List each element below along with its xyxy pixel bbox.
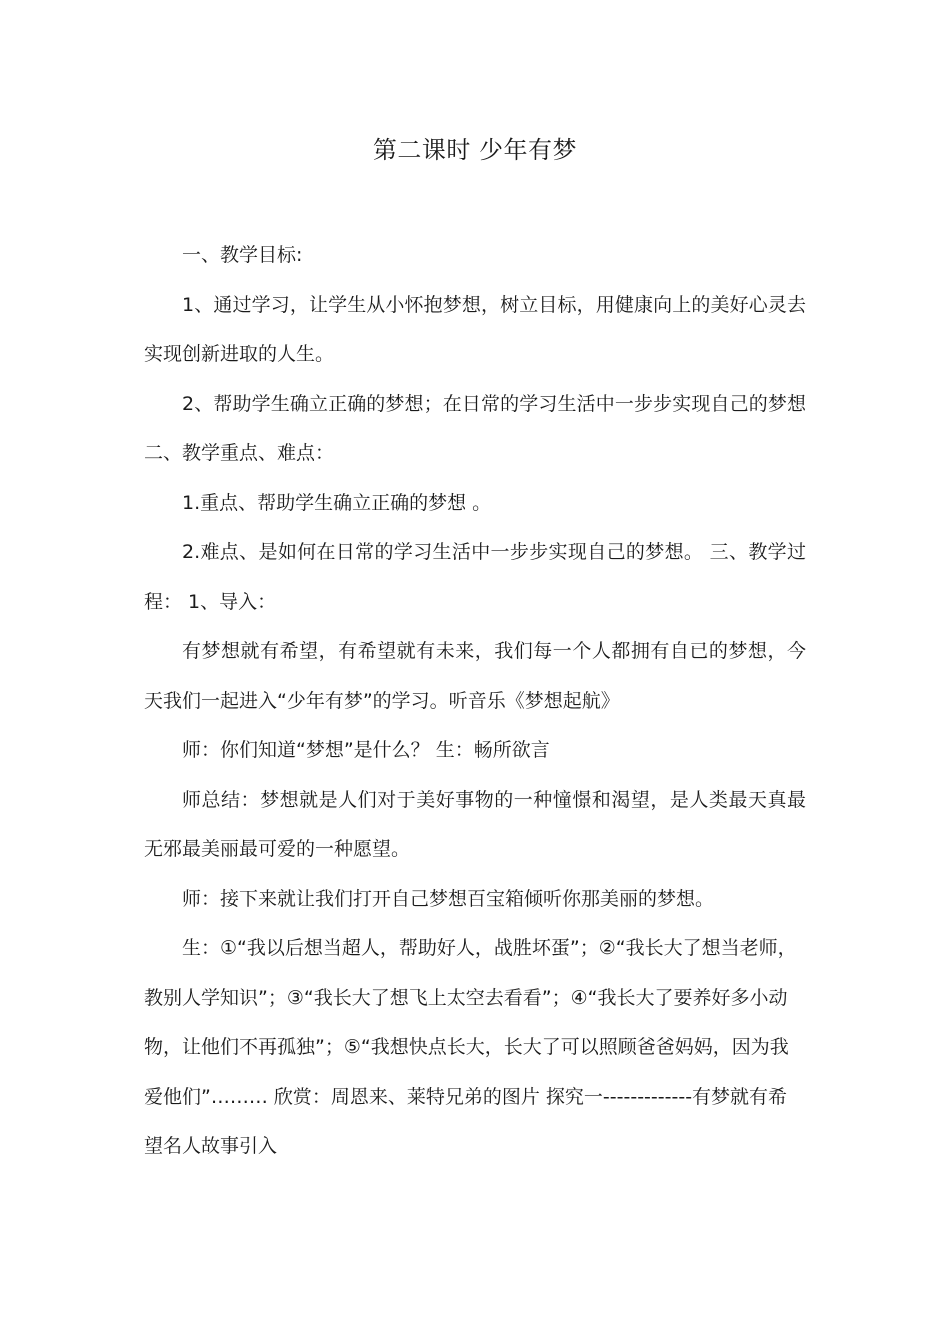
document-body	[144, 231, 806, 1172]
teacher-summary-paragraph: 师总结：梦想就是人们对于美好事物的一种憧憬和渴望，是人类最天真最无邪最美丽最可爱的一种愿望。	[144, 788, 806, 860]
student-answers-paragraph: 生：①“我以后想当超人，帮助好人，战胜坏蛋”；②“我长大了想当老师，教别人学知识”；③“我长大了想飞上太空去看看”；④“我长大了要养好多小动物，让他们不再孤独”；⑤“我想快点长大，长大了可以照顾爸爸妈妈，因为我爱他们”……… 欣赏：周恩来、莱特兄弟的图片 探究一-------------有梦就有希望名人故事引入	[144, 937, 797, 1157]
introduction-paragraph: 有梦想就有希望，有希望就有未来，我们每一个人都拥有自已的梦想，今天我们一起进入“少年有梦”的学习。听音乐《梦想起航》	[144, 640, 806, 712]
teacher-prompt-paragraph: 师：接下来就让我们打开自己梦想百宝箱倾听你那美丽的梦想。	[182, 887, 715, 910]
difficulty-paragraph: 2.难点、是如何在日常的学习生活中一步步实现自己的梦想。 三、教学过程： 1、导入：	[144, 541, 806, 613]
section-heading-objectives: 一、教学目标:	[182, 244, 303, 266]
key-point-paragraph: 1.重点、帮助学生确立正确的梦想 。	[182, 491, 492, 514]
document-title: 第二课时 少年有梦	[372, 136, 578, 164]
objective-1-paragraph: 1、通过学习，让学生从小怀抱梦想，树立目标，用健康向上的美好心灵去实现创新进取的人生。	[144, 293, 806, 365]
teacher-question-paragraph: 师：你们知道“梦想”是什么？ 生：畅所欲言	[182, 739, 550, 761]
objective-2-paragraph: 2、帮助学生确立正确的梦想；在日常的学习生活中一步步实现自己的梦想 二、教学重点、难点：	[144, 392, 806, 464]
